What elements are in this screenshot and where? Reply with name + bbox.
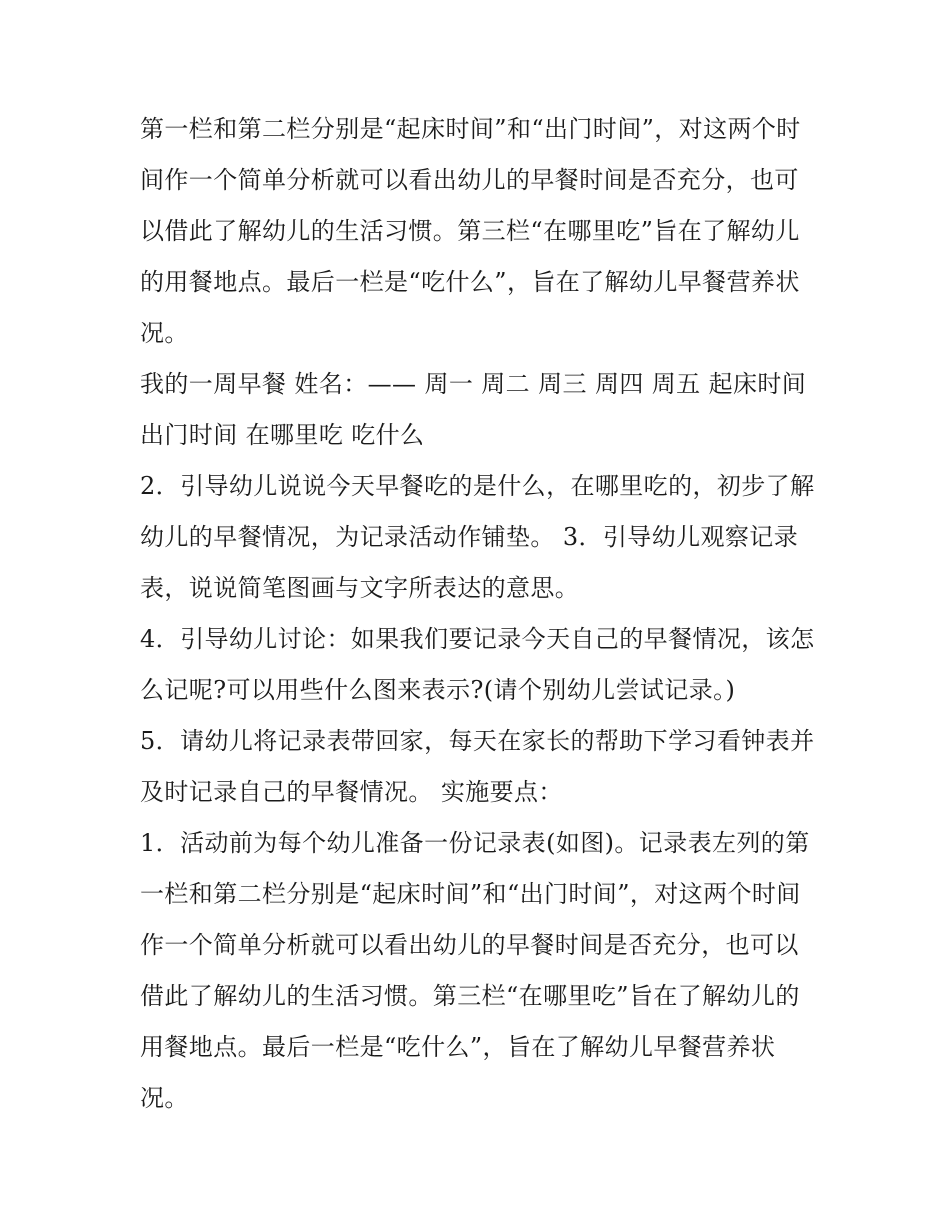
paragraph-step-4: 4．引导幼儿讨论：如果我们要记录今天自己的早餐情况，该怎么记呢?可以用些什么图来表示?(请个别幼儿尝试记录。) bbox=[140, 625, 815, 704]
paragraph-breakfast-record-columns: 第一栏和第二栏分别是“起床时间”和“出门时间”，对这两个时间作一个简单分析就可以看出幼儿的早餐时间是否充分，也可以借此了解幼儿的生活习惯。第三栏“在哪里吃”旨在了解幼儿的用餐地点。最后一栏是“吃什么”，旨在了解幼儿早餐营养状况。 bbox=[140, 115, 801, 347]
document-body bbox=[140, 104, 820, 1124]
paragraph-weekly-breakfast-table: 我的一周早餐 姓名：—— 周一 周二 周三 周四 周五 起床时间出门时间 在哪里吃 吃什么 bbox=[140, 370, 807, 449]
paragraph-step-2-3: 2．引导幼儿说说今天早餐吃的是什么，在哪里吃的，初步了解幼儿的早餐情况，为记录活动作铺垫。 3．引导幼儿观察记录表，说说简笔图画与文字所表达的意思。 bbox=[140, 472, 815, 602]
paragraph-implementation-point-1: 1．活动前为每个幼儿准备一份记录表(如图)。记录表左列的第一栏和第二栏分别是“起床时间”和“出门时间”，对这两个时间作一个简单分析就可以看出幼儿的早餐时间是否充分，也可以借此了解幼儿的生活习惯。第三栏“在哪里吃”旨在了解幼儿的用餐地点。最后一栏是“吃什么”，旨在了解幼儿早餐营养状况。 bbox=[140, 829, 810, 1112]
paragraph-step-5: 5．请幼儿将记录表带回家，每天在家长的帮助下学习看钟表并及时记录自己的早餐情况。 实施要点： bbox=[140, 727, 815, 806]
